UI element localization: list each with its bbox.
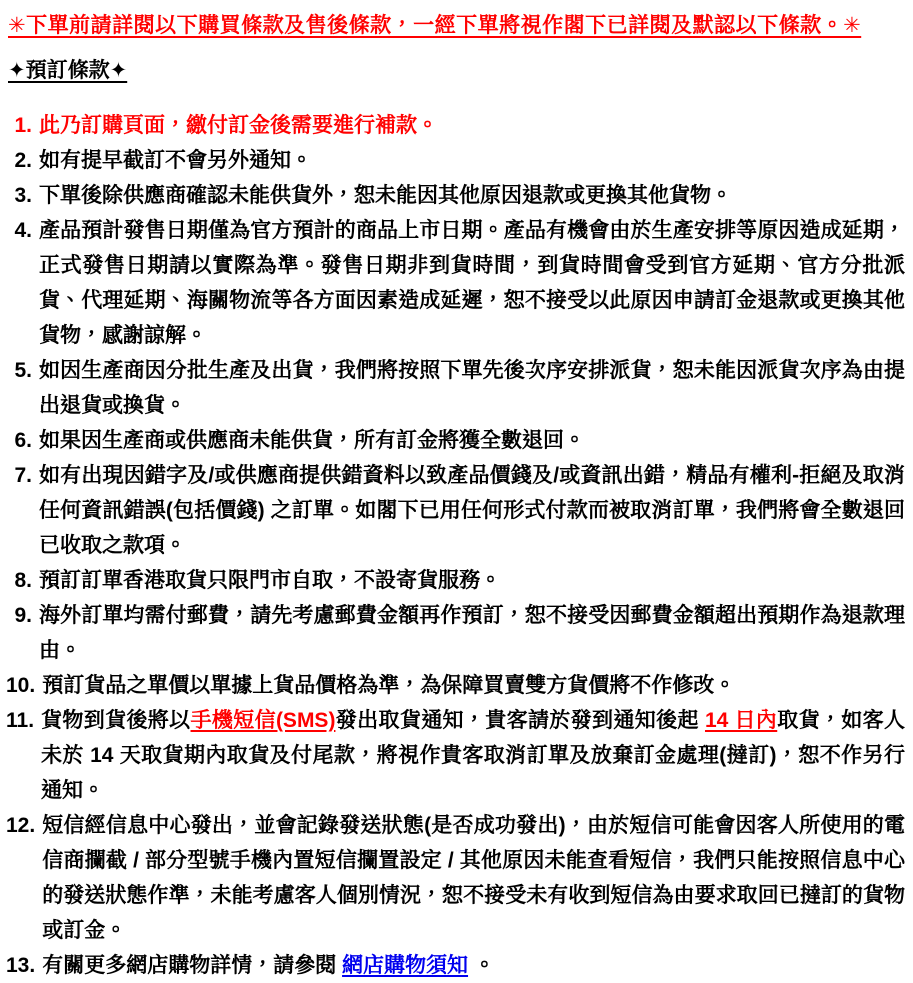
term-item: [6, 703, 905, 808]
term-item: [6, 808, 905, 948]
term-text-segment: 如有出現因錯字及/或供應商提供錯資料以致產品價錢及/或資訊出錯，精品有權利-拒絕及取消任何資訊錯誤(包括價錢) 之訂單。如閣下已用任何形式付款而被取消訂單，我們將會全數退回已收取之款項。: [39, 464, 905, 557]
term-text-segment: 如有提早截訂不會另外通知。: [39, 149, 312, 172]
term-text: [39, 213, 905, 353]
term-text-segment: 發出取貨通知，貴客請於發到通知後起: [335, 709, 705, 732]
term-text-segment: 預訂訂單香港取貨只限門市自取，不設寄貨服務。: [39, 569, 501, 592]
purchase-terms-warning: ✳下單前請詳閱以下購買條款及售後條款，一經下單將視作閣下已詳閱及默認以下條款。✳: [8, 14, 862, 37]
term-item: [6, 353, 905, 423]
term-number: 12.: [6, 814, 36, 837]
term-text-segment: 海外訂單均需付郵費，請先考慮郵費金額再作預訂，恕不接受因郵費金額超出預期作為退款理由。: [39, 604, 905, 662]
term-number: 8.: [14, 569, 32, 592]
term-number: 10.: [6, 674, 36, 697]
term-text-segment: 貨物到貨後將以: [41, 709, 191, 732]
term-text-segment: 預訂貨品之單價以單據上貨品價格為準，為保障買賣雙方貨價將不作修改。: [42, 674, 736, 697]
term-highlight-segment: 14 日內: [704, 709, 778, 732]
term-text: [39, 178, 905, 213]
term-number: 9.: [14, 604, 32, 627]
term-text: [39, 598, 905, 668]
term-item: [6, 598, 905, 668]
term-number: 11.: [6, 709, 35, 732]
term-item: [6, 213, 905, 353]
term-number: 3.: [14, 184, 32, 207]
preorder-terms-heading: ✦預訂條款✦: [8, 59, 128, 82]
term-text-segment: 取貨，如客人未於 14 天取貨期內取貨及付尾款，將視作貴客取消訂單及放棄訂金處理(撻訂)，恕不作另行通知。: [41, 709, 906, 802]
term-item: [6, 143, 905, 178]
term-item: [6, 423, 905, 458]
term-text: [42, 668, 905, 703]
term-text: [41, 703, 905, 808]
term-item: [6, 108, 905, 143]
terms-list: [6, 108, 905, 983]
term-text: [42, 948, 905, 983]
term-text-segment: 產品預計發售日期僅為官方預計的商品上市日期。產品有機會由於生產安排等原因造成延期，正式發售日期請以實際為準。發售日期非到貨時間，到貨時間會受到官方延期、官方分批派貨、代理延期、海關物流等各方面因素造成延遲，恕不接受以此原因申請訂金退款或更換其他貨物，感謝諒解。: [39, 219, 905, 347]
term-text-segment: 有關更多網店購物詳情，請參閱: [42, 954, 343, 977]
term-item: [6, 563, 905, 598]
term-number: 2.: [14, 149, 32, 172]
term-highlight-segment: 此乃訂購頁面，繳付訂金後需要進行補款。: [39, 114, 438, 137]
term-text-segment: 如因生產商因分批生產及出貨，我們將按照下單先後次序安排派貨，恕未能因派貨次序為由提出退貨或換貨。: [39, 359, 905, 417]
term-item: [6, 458, 905, 563]
term-text-segment: 如果因生產商或供應商未能供貨，所有訂金將獲全數退回。: [39, 429, 585, 452]
term-number: 4.: [14, 219, 32, 242]
term-text: [39, 353, 905, 423]
term-text: [39, 423, 905, 458]
term-number: 13.: [6, 954, 36, 977]
term-number: 5.: [14, 359, 32, 382]
term-text: [39, 563, 905, 598]
term-item: [6, 668, 905, 703]
term-item: [6, 948, 905, 983]
term-text-segment: 短信經信息中心發出，並會記錄發送狀態(是否成功發出)，由於短信可能會因客人所使用的電信商攔截 / 部分型號手機內置短信攔置設定 / 其他原因未能查看短信，我們只能按照信息中心的發送狀態作準，未能考慮客人個別情況，恕不接受未有收到短信為由要求取回已撻訂的貨物或訂金。: [42, 814, 905, 942]
term-text: [42, 808, 905, 948]
term-item: [6, 178, 905, 213]
term-number: 1.: [14, 114, 32, 137]
term-text-segment: 下單後除供應商確認未能供貨外，恕未能因其他原因退款或更換其他貨物。: [39, 184, 732, 207]
term-highlight-segment: 手機短信(SMS): [190, 709, 336, 732]
term-number: 7.: [14, 464, 32, 487]
term-text: [39, 108, 905, 143]
term-text-segment: 。: [468, 954, 495, 977]
term-text: [39, 143, 905, 178]
term-number: 6.: [14, 429, 32, 452]
term-text: [39, 458, 905, 563]
store-shopping-guide-link[interactable]: 網店購物須知: [342, 954, 469, 977]
